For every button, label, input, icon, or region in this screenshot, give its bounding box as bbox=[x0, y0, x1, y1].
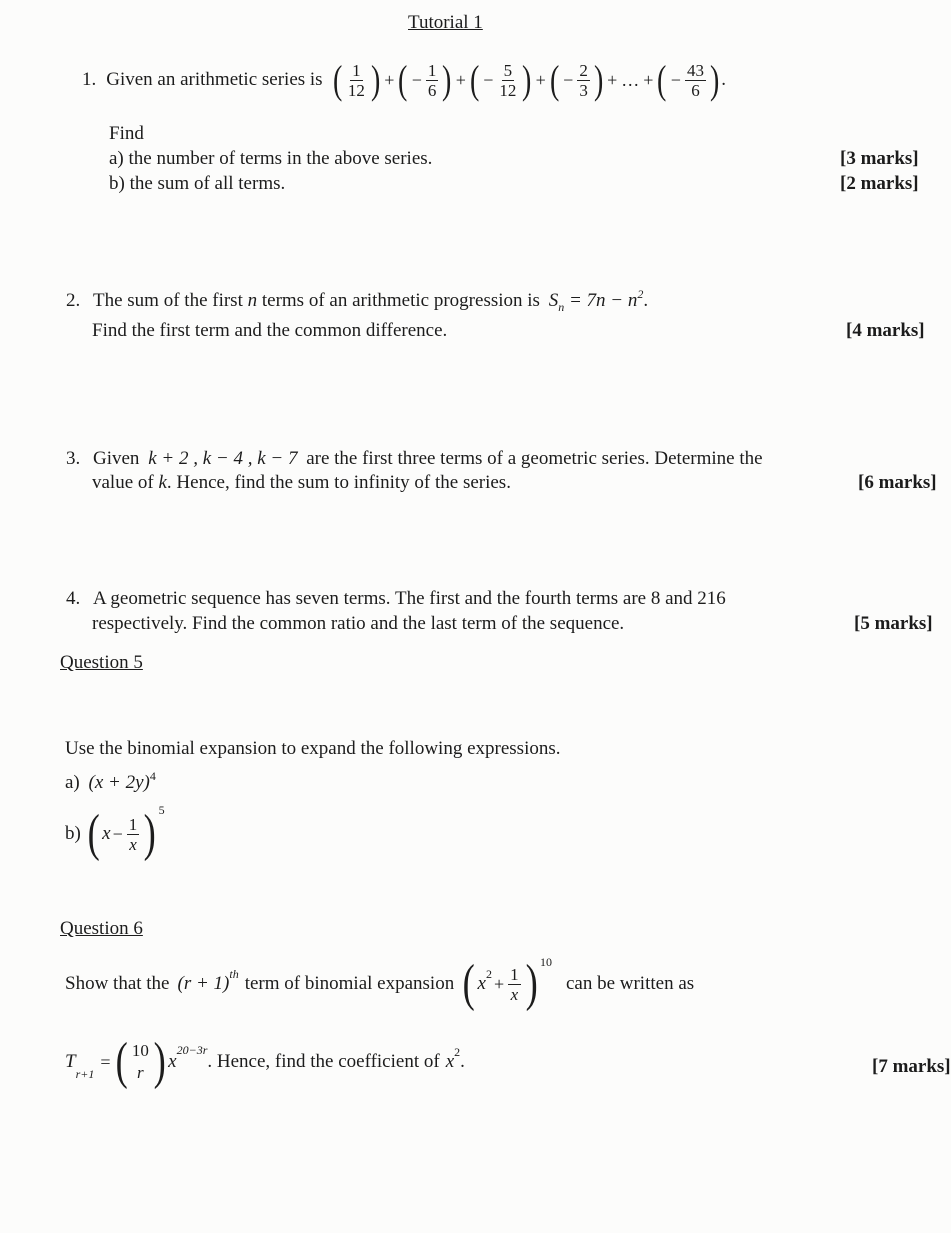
q3-number: 3. bbox=[66, 448, 81, 469]
q6-heading: Question 6 bbox=[60, 918, 143, 939]
q3-line-1: 3. Given k + 2 , k − 4 , k − 7 are the first three terms of a geometric series. Determine the bbox=[66, 448, 763, 469]
q4-line-1: 4. A geometric sequence has seven terms. The first and the fourth terms are 8 and 216 bbox=[66, 588, 726, 609]
q5-part-b: b) ( x − $\frac{1}{x}$ ) 5 bbox=[65, 803, 165, 862]
q1-number: 1. bbox=[82, 69, 97, 90]
q2-formula: $S_n = 7n - n^2$ bbox=[548, 287, 644, 314]
page-title: Tutorial 1 bbox=[408, 12, 483, 33]
q4-line-2: respectively. Find the common ratio and the last term of the sequence. bbox=[92, 613, 625, 634]
q4-number: 4. bbox=[66, 588, 81, 609]
q2-number: 2. bbox=[66, 290, 81, 311]
q5-part-a: a) $(x + 2y)^4$ bbox=[65, 769, 156, 793]
q6-expansion-expression: ( x 2 + $\frac{1}{x}$ ) bbox=[462, 955, 538, 1012]
q6-line-2: T r+1 = ( 10 r ) x 20−3r . Hence, find the coefficient of x 2 . bbox=[65, 1033, 465, 1090]
q1-line bbox=[82, 57, 727, 102]
q3-expression: k + 2 , k − 4 , k − 7 bbox=[148, 448, 298, 469]
q5-heading: Question 5 bbox=[60, 652, 143, 673]
q6-marks: [7 marks] bbox=[872, 1056, 951, 1077]
q5-intro: Use the binomial expansion to expand the following expressions. bbox=[65, 738, 561, 759]
q2-line-1: 2. The sum of the first n terms of an arithmetic progression is $S_n = 7n - n^2$. bbox=[66, 287, 649, 314]
q1-term-2: ( − $\frac{1}{6}$ ) bbox=[398, 57, 452, 102]
q1-part-a: a) the number of terms in the above series. bbox=[109, 148, 433, 169]
q1-intro: Given an arithmetic series is bbox=[106, 69, 323, 90]
q2-line-2: Find the first term and the common difference. bbox=[92, 320, 448, 341]
q1-part-b-marks: [2 marks] bbox=[840, 173, 919, 194]
q3-line-2: value of k. Hence, find the sum to infinity of the series. bbox=[92, 472, 511, 493]
q1-find: Find bbox=[109, 123, 144, 144]
q1-term-last: ( − $\frac{43}{6}$ ) bbox=[657, 57, 720, 102]
q5-b-expression: ( x − $\frac{1}{x}$ ) bbox=[87, 805, 156, 862]
q3-marks: [6 marks] bbox=[858, 472, 937, 493]
q4-marks: [5 marks] bbox=[854, 613, 933, 634]
q1-part-a-marks: [3 marks] bbox=[840, 148, 919, 169]
q1-term-3: ( − $\frac{5}{12}$ ) bbox=[469, 57, 532, 102]
q6-binomial-coefficient: ( 10 r ) bbox=[115, 1033, 166, 1090]
q1-part-b: b) the sum of all terms. bbox=[109, 173, 286, 194]
q1-term-4: ( − $\frac{2}{3}$ ) bbox=[549, 57, 604, 102]
q1-series: ( $\frac{1}{12}$ ) + ( − $\frac{1}{6}$ ) + ( − $\frac{5}{12}$ ) + ( − $\frac{2}{3}$ ) + … + ( − $\frac{43}{6}$ ) . bbox=[332, 57, 727, 102]
q6-line-1: Show that the (r + 1) th term of binomial expansion ( x 2 + $\frac{1}{x}$ ) 10 can be written as bbox=[65, 955, 695, 1012]
q2-marks: [4 marks] bbox=[846, 320, 925, 341]
q1-term-1: ( $\frac{1}{12}$ ) bbox=[332, 57, 381, 102]
